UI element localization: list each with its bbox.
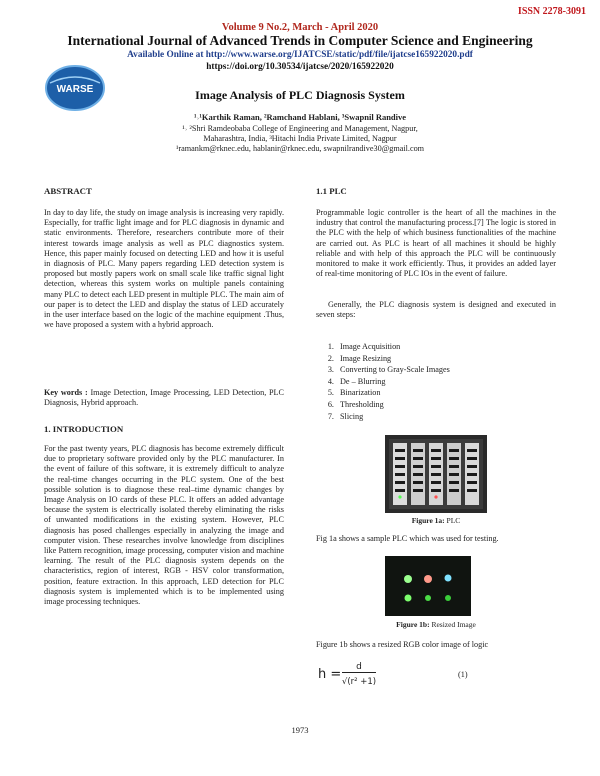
abstract-text: In day to day life, the study on image analysis is increasing very rapidly. Especially, for traffic light image and for PLC diagnosis in dynamic and static environments. Therefore, researchers contribute more of their interest towards image analysis as well as PLC diagnostics system. Hence, this paper mainly focused on detecting LED and how it is useful in diagnosis of PLC. Many papers regarding LED detection system is proposed but mostly papers work on small scale like traffic signal light detection, whereas this system works on multiple panels containing many PLC to detect each LED present in multiple PLC. The main aim of our paper is to detect the LED and display the status of LED accurately in the user interface based on the logic of the machine equipment .Thus, we have proposed a system with a hybrid approach. [44,208,284,330]
figure-1b-description: Figure 1b shows a resized RGB color image of logic [316,640,489,649]
authors: ¹˒¹Karthik Raman, ²Ramchand Hablani, ³Swapnil Randive [193,112,407,122]
figure-1a-text: PLC [446,516,461,525]
issn-label: ISSN 2278-3091 [517,6,586,17]
equation-number: (1) [458,670,468,679]
plc-heading: 1.1 PLC [316,186,347,196]
figure-1a-label: Figure 1a: [411,516,445,525]
figure-1b-text: Resized Image [431,620,476,629]
equation-denominator: √(r² +1) [341,677,377,687]
plc-para-2: Generally, the PLC diagnosis system is designed and executed in seven steps: [316,300,556,320]
step-item: 7. Slicing [336,411,556,423]
figure-1b-image [385,556,471,616]
affiliations [0,124,600,154]
intro-text: For the past twenty years, PLC diagnosis has become extremely difficult due to proprietary software provided only by the PLC manufacturer. In the event of failure of this software, it is extremely difficult to analyze the real-time changes occurring in the PLC system. One of the best possible solution is to diagnose these real–time dynamic changes by Image Analysis on IO cards of these PLC. It offers an added advantage because the system is electrically isolated thereby eliminating the risks of unwanted modifications in the existing system. However, PLC diagnosis has posed challenges especially in analyzing the image and computer vision. These researches involve knowledge from disciplines like Pattern recognition, image processing, computer vision and machine learning. The result of the PLC diagnosis system depends on the characteristics, region of interest, RGB - HSV color transformation, position, feature extraction. In this approach, LED detection for PLC diagnosis system is implemented which is to be implemented using image processing techniques. [44,444,284,607]
step-item: 1. Image Acquisition [336,341,556,353]
equation-numerator: d [342,662,376,673]
plc-para-1: Programmable logic controller is the heart of all the machines in the industry that control the manufacturing process.[7] The logic is stored in the PLC with the help of which business functionalities of the machine are carried out. As PLC is heart of all machines it should be highly reliable and with help of this approach the PLC will be continuously monitored to make it work efficiently. Thus, it provides an added layer of real-time monitoring of PLC IOs in the event of failure. [316,208,556,279]
keywords [44,388,284,408]
step-item: 4. De – Blurring [336,376,556,388]
equation-lhs: h = [318,667,342,682]
intro-heading: 1. INTRODUCTION [44,424,124,434]
figure-1b-label: Figure 1b: [396,620,430,629]
email-line: ¹ramankm@rknec.edu, hablanir@rknec.edu, swapnilrandive30@gmail.com [175,144,425,153]
logo-text: WARSE [56,84,94,95]
figure-1a-image [385,435,487,513]
affiliation-line-2: Maharashtra, India, ³Hitachi India Private Limited, Nagpur [203,134,397,143]
step-item: 5. Binarization [336,387,556,399]
volume-line: Volume 9 No.2, March - April 2020 [221,22,379,33]
paper-title: Image Analysis of PLC Diagnosis System [195,88,405,102]
doi-link[interactable]: https://doi.org/10.30534/ijatcse/2020/165922020 [206,62,394,72]
figure-1b-caption [316,620,556,629]
page-number: 1973 [291,725,309,735]
keywords-label: Key words : [44,388,88,397]
figure-1a-caption [316,516,556,525]
available-link[interactable]: Available Online at http://www.warse.org/IJATCSE/static/pdf/file/ijatcse165922020.pdf [127,50,473,60]
journal-title: International Journal of Advanced Trends in Computer Science and Engineering [67,33,533,48]
keywords-text: Image Detection, Image Processing, LED Detection, PLC Diagnosis, Hybrid approach. [44,388,285,408]
step-item: 3. Converting to Gray-Scale Images [336,364,556,376]
figure-1a-description: Fig 1a shows a sample PLC which was used for testing. [316,534,499,543]
steps-list [316,341,556,422]
step-item: 6. Thresholding [336,399,556,411]
step-item: 2. Image Resizing [336,353,556,365]
affiliation-line-1: ¹˒ ²Shri Ramdeobaba College of Engineering and Management, Nagpur, [182,124,418,133]
abstract-heading: ABSTRACT [44,186,92,196]
